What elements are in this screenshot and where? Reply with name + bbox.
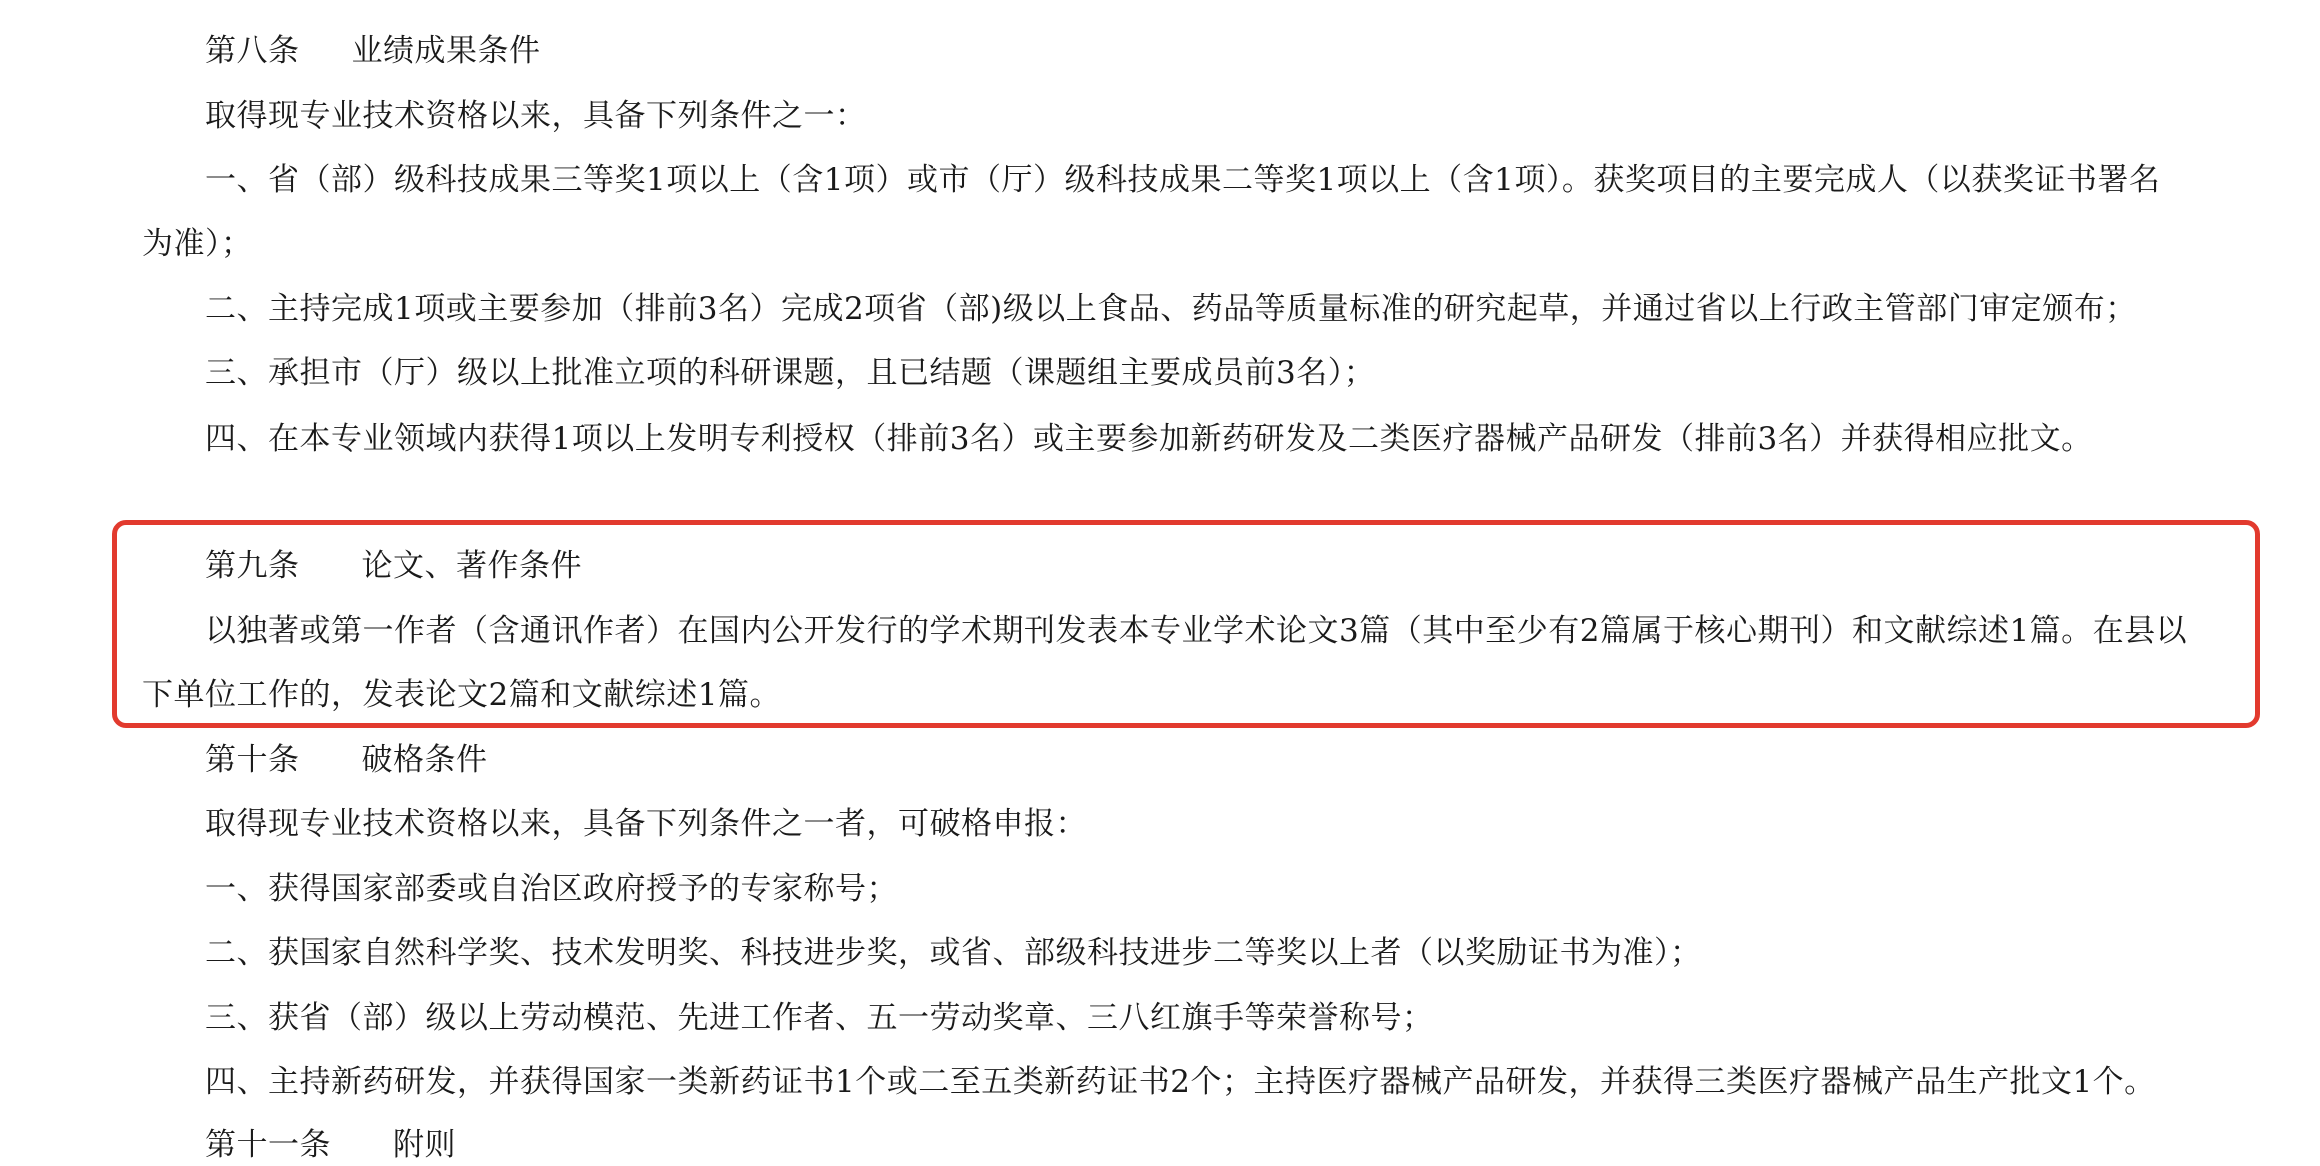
- article-10-item-3: 三、获省（部）级以上劳动模范、先进工作者、五一劳动奖章、三八红旗手等荣誉称号；: [205, 1000, 1434, 1036]
- article-9-title: 论文、著作条件: [361, 548, 582, 584]
- article-8-item-2: 二、主持完成1项或主要参加（排前3名）完成2项省（部)级以上食品、药品等质量标准的研究起草，并通过省以上行政主管部门审定颁布；: [205, 291, 2137, 327]
- article-8-intro: 取得现专业技术资格以来，具备下列条件之一：: [205, 98, 867, 134]
- article-8-item-4: 四、在本专业领域内获得1项以上发明专利授权（排前3名）或主要参加新药研发及二类医疗器械产品研发（排前3名）并获得相应批文。: [205, 421, 2093, 457]
- article-9-body-line-1: 以独著或第一作者（含通讯作者）在国内公开发行的学术期刊发表本专业学术论文3篇（其中至少有2篇属于核心期刊）和文献综述1篇。在县以: [205, 613, 2188, 649]
- article-11-heading: [205, 1125, 456, 1165]
- article-10-intro: 取得现专业技术资格以来，具备下列条件之一者，可破格申报：: [205, 806, 1087, 842]
- article-10-item-1: 一、获得国家部委或自治区政府授予的专家称号；: [205, 871, 898, 907]
- article-8-item-1-line-2: 为准）；: [142, 226, 253, 262]
- article-8-item-1-line-1: 一、省（部）级科技成果三等奖1项以上（含1项）或市（厅）级科技成果二等奖1项以上（含1项）。获奖项目的主要完成人（以获奖证书署名: [205, 162, 2161, 198]
- article-9-number: 第九条: [205, 548, 300, 584]
- article-11-title: 附则: [393, 1127, 456, 1163]
- article-8-item-3: 三、承担市（厅）级以上批准立项的科研课题，且已结题（课题组主要成员前3名）；: [205, 355, 1376, 391]
- article-8-title: 业绩成果条件: [351, 33, 541, 69]
- article-10-number: 第十条: [205, 742, 300, 778]
- article-9-heading: [205, 546, 582, 586]
- article-11-number: 第十一条: [205, 1127, 331, 1163]
- article-9-body-line-2: 下单位工作的，发表论文2篇和文献综述1篇。: [142, 677, 781, 713]
- article-10-title: 破格条件: [361, 742, 488, 778]
- article-8-number: 第八条: [205, 33, 300, 69]
- article-8-heading: [205, 31, 541, 71]
- article-10-heading: [205, 740, 488, 780]
- article-10-item-2: 二、获国家自然科学奖、技术发明奖、科技进步奖，或省、部级科技进步二等奖以上者（以奖励证书为准）；: [205, 935, 1702, 971]
- article-10-item-4: 四、主持新药研发，并获得国家一类新药证书1个或二至五类新药证书2个；主持医疗器械产品研发，并获得三类医疗器械产品生产批文1个。: [205, 1064, 2156, 1100]
